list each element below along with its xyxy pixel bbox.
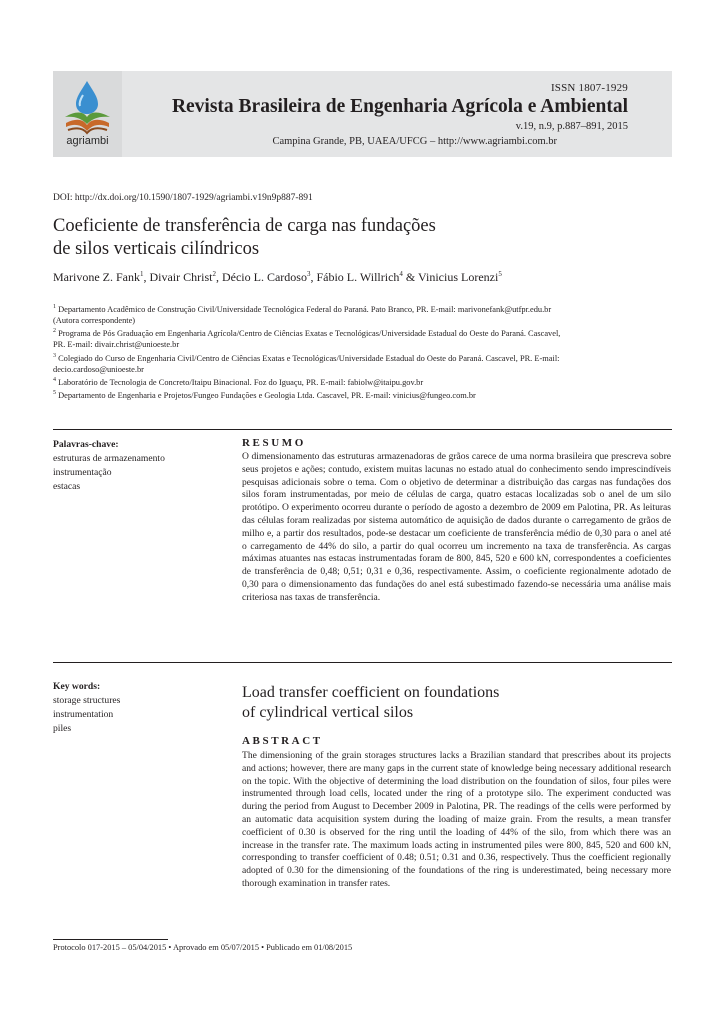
- author-name: Divair Christ: [149, 270, 213, 284]
- keywords-pt: [53, 438, 223, 494]
- agriambi-logo-icon: [59, 77, 116, 135]
- journal-logo: [53, 71, 122, 157]
- affiliation-continuation: PR. E-mail: divair.christ@unioeste.br: [53, 340, 180, 350]
- keywords-en: [53, 680, 223, 736]
- affiliation-item: [53, 302, 683, 315]
- resumo-text: O dimensionamento das estruturas armazenadoras de grãos carece de uma norma brasileira que prescreva sobre seus projetos e ações; contudo, existem muitas lacunas no estado atual do conhecimento sendo imprescindíveis pesquisas adicionais sobre o tema. Com o objetivo de determinar a distribuição das cargas nas fundações dos silos foram instrumentadas, por meio de células de carga, quatro estacas localizadas sob o anel de um silo protótipo. O experimento ocorreu durante o período de agosto a dezembro de 2009 em Palotina, PR. As leituras das células foram realizadas por sistema automático de aquisição de dados durante o carregamento de grãos de milho e, a partir dos resultados, pode-se destacar um coeficiente de transferência médio de 0,30 para o anel até o carregamento de 44% do silo, a partir do qual ocorreu um incremento na taxa de transferência. As cargas máximas atuantes nas estacas instrumentadas foram de 800, 845, 520 e 600 kN, correspondentes a coeficientes de transferência de 0,48; 0,51; 0,31 e 0,36, respectivamente. Assim, o coeficiente regionalmente adotado de 0,30 para o dimensionamento das fundações do anel está subestimado fazendo-se necessária uma análise mais criteriosa nas taxas de transferência.: [242, 451, 671, 603]
- author-name: Fábio L. Willrich: [316, 270, 400, 284]
- title-en-line: Load transfer coefficient on foundations: [242, 684, 500, 701]
- doi[interactable]: DOI: http://dx.doi.org/10.1590/1807-1929/agriambi.v19n9p887-891: [53, 193, 313, 203]
- affiliation-number: 1: [53, 304, 56, 310]
- keyword-item: storage structures: [53, 695, 121, 706]
- affiliation-item: [53, 351, 683, 364]
- keyword-item: estacas: [53, 481, 81, 492]
- footer-divider: [53, 939, 168, 940]
- abstract-text: The dimensioning of the grain storages structures lacks a Brazilian standard that prescribes about its projects and actions; however, there are many gaps in the current state of knowledge being necessary additional research on the topic. With the objective of determining the load distribution on the foundation of silos, four piles were instrumented through load cells, located under the ring of a prototype silo. The experiment conducted was during the period from August to December 2009 in Palotina, PR. The readings of the cells were performed by an automatic data acquisition system during the loading of maize grain. From the results, a mean transfer coefficient of 0.30 is observed for the ring until the loading of 44% of the silo, from which there was an increase in the transfer rate. The maximum loads acting in instrumented piles were 800, 845, 520 and 600 kN, corresponding to transfer coefficient of 0.48; 0.51; 0.31 and 0.36, respectively. Thus the coefficient regionally adopted of 0.30 for the dimensioning of the foundations of the ring is underestimated, being necessary more thorough examination in transfer rates.: [242, 750, 671, 889]
- keyword-item: instrumentation: [53, 709, 114, 720]
- author-separator: ,: [143, 270, 150, 284]
- affiliation-text: Laboratório de Tecnologia de Concreto/Itaipu Binacional. Foz do Iguaçu, PR. E-mail: fabiolw@itaipu.gov.br: [58, 377, 424, 387]
- author-name: Marivone Z. Fank: [53, 270, 140, 284]
- issn: ISSN 1807-1929: [550, 82, 628, 94]
- affiliation-number: 4: [53, 377, 56, 384]
- author-name: Vinicius Lorenzi: [418, 270, 499, 284]
- affiliation-text: Colegiado do Curso de Engenharia Civil/Centro de Ciências Exatas e Tecnológicas/Universidade Estadual do Oeste do Paraná. Cascavel, PR. E-mail:: [58, 353, 560, 363]
- abstract-heading: ABSTRACT: [242, 735, 323, 747]
- affiliation-number: 2: [53, 328, 56, 335]
- title-en-line: of cylindrical vertical silos: [242, 704, 414, 721]
- affiliation-text: Departamento de Engenharia e Projetos/Fungeo Fundações e Geologia Ltda. Cascavel, PR. E-mail: vinicius@fungeo.com.br: [58, 391, 476, 401]
- author-affil-mark: 1: [139, 270, 144, 278]
- author-affil-mark: 2: [212, 270, 216, 278]
- affiliation-number: 5: [53, 390, 56, 397]
- author-name: Décio L. Cardoso: [221, 270, 307, 284]
- journal-title: Revista Brasileira de Engenharia Agrícola e Ambiental: [171, 96, 628, 117]
- author-list: [53, 270, 502, 285]
- title-pt-line: de silos verticais cilíndricos: [53, 239, 260, 259]
- author-affil-mark: 3: [306, 270, 311, 278]
- journal-place: Campina Grande, PB, UAEA/UFCG – http://www.agriambi.com.br: [272, 136, 557, 147]
- affiliation-list: [53, 302, 683, 401]
- title-pt-line: Coeficiente de transferência de carga nas fundações: [53, 216, 436, 236]
- affiliation-continuation: decio.cardoso@unioeste.br: [53, 364, 144, 374]
- article-title-pt: [53, 215, 553, 261]
- author-separator: ,: [215, 270, 222, 284]
- affiliation-text: Departamento Acadêmico de Construção Civil/Universidade Tecnológica Federal do Paraná. Pato Branco, PR. E-mail: marivonefank@utfpr.edu.br: [58, 304, 552, 314]
- keyword-item: estruturas de armazenamento: [53, 453, 165, 464]
- resumo-heading: RESUMO: [242, 437, 306, 449]
- affiliation-continuation: (Autora correspondente): [53, 316, 136, 326]
- affiliation-item: [53, 375, 683, 388]
- article-title-en: [242, 683, 662, 723]
- keyword-item: instrumentação: [53, 467, 112, 478]
- author-affil-mark: 4: [399, 270, 403, 278]
- author-affil-mark: 5: [498, 270, 502, 278]
- affiliation-text: Programa de Pós Graduação em Engenharia Agrícola/Centro de Ciências Exatas e Tecnológicas/Universidade Estadual do Oeste do Paraná. Cascavel,: [58, 329, 561, 339]
- author-separator: ,: [310, 270, 317, 284]
- author-separator: &: [402, 270, 419, 284]
- keywords-en-heading: Key words:: [53, 681, 101, 692]
- keywords-pt-heading: Palavras-chave:: [53, 439, 119, 450]
- affiliation-number: 3: [53, 352, 56, 359]
- section-divider: [53, 662, 672, 663]
- affiliation-item: [53, 388, 683, 401]
- journal-volume: v.19, n.9, p.887–891, 2015: [515, 121, 628, 132]
- logo-text: agriambi: [66, 135, 109, 147]
- publication-dates: Protocolo 017-2015 – 05/04/2015 • Aprovado em 05/07/2015 • Publicado em 01/08/2015: [53, 943, 353, 952]
- keyword-item: piles: [53, 723, 72, 734]
- affiliation-item: [53, 326, 683, 339]
- section-divider: [53, 429, 672, 430]
